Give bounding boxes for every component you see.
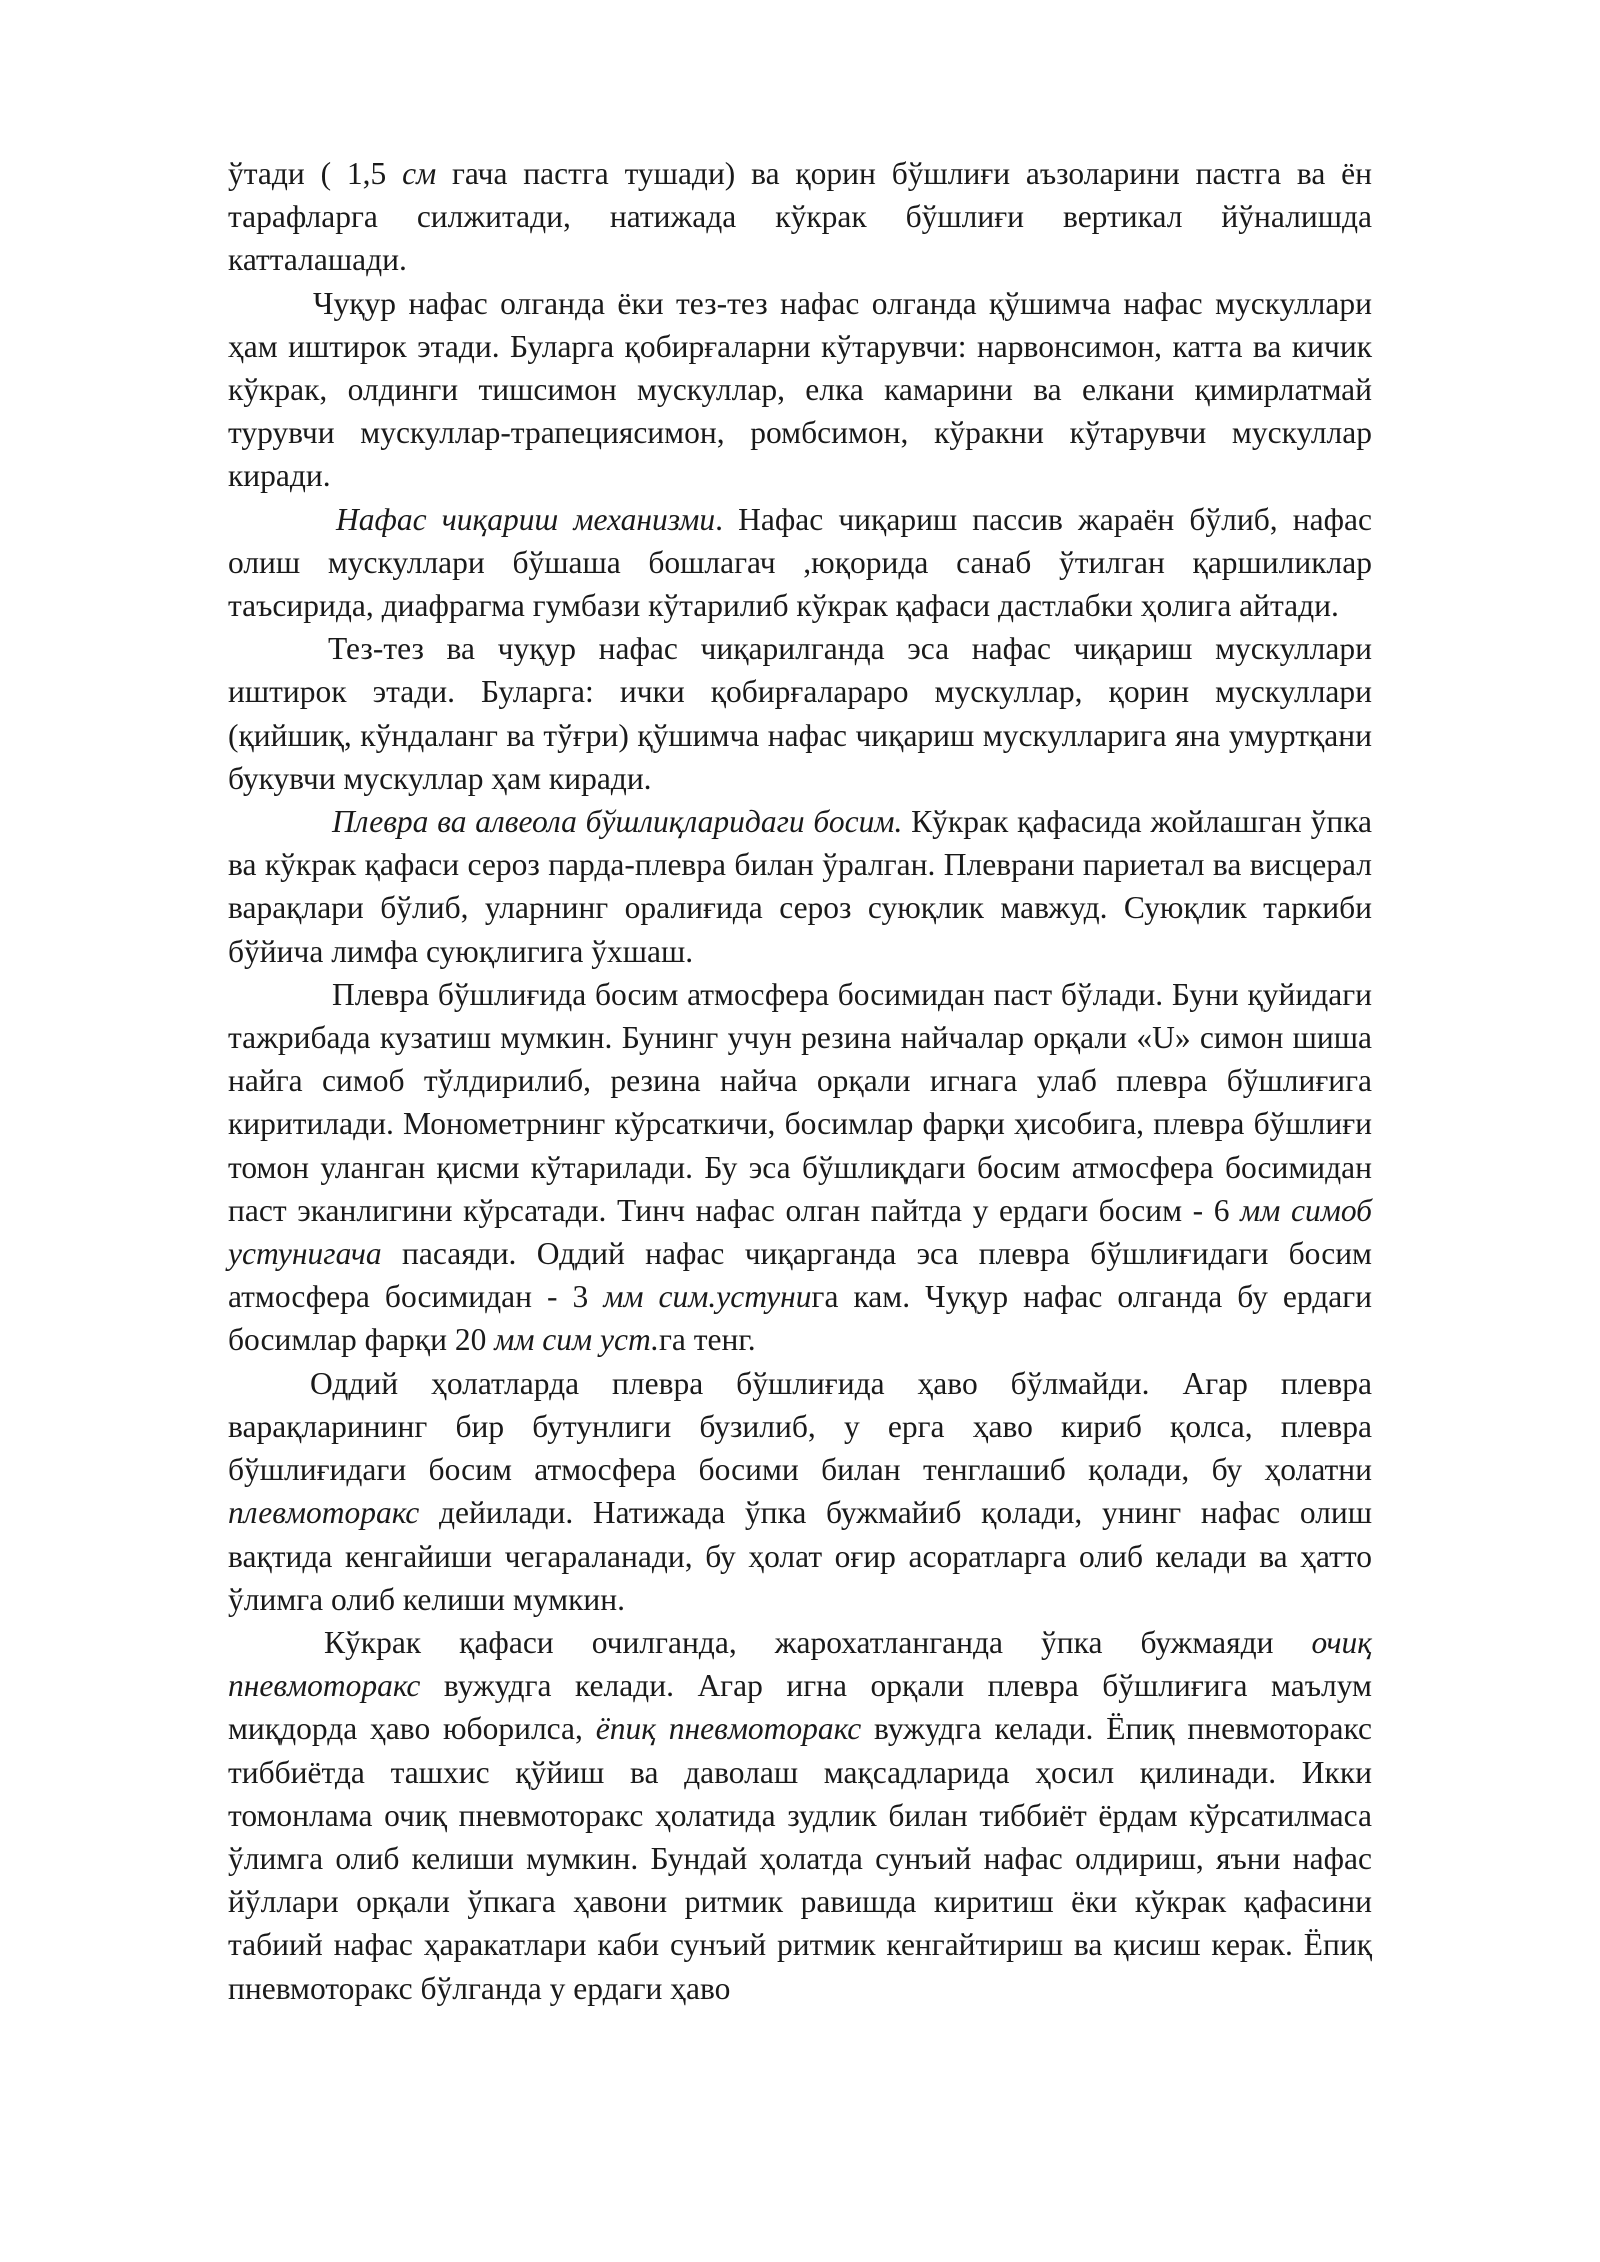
text-segment: . Нафас чиқариш пассив жараён бўлиб, нафас олиш мускуллари бўшаша бошлагач ,юқорида санаб ўтилган қаршиликлар таъсирида, диафрагма гумбази кўтарилиб кўкрак қафаси дастлабки ҳолига айтади. [228, 501, 1372, 624]
paragraph-accessory-inspiratory-muscles [228, 282, 1372, 498]
text-segment-italic: мм симоб устунигача [228, 1192, 1373, 1272]
text-segment: пасаяди. Оддий нафас чиқарганда эса плевра бўшлиғидаги босим атмосфера босимидан - 3 [228, 1236, 1372, 1315]
paragraph-diaphragm-descent [228, 152, 1372, 282]
text-segment-italic: мм сим уст. [494, 1322, 659, 1358]
section-heading-italic: Плевра ва алвеола бўшлиқларидаги босим. [332, 804, 903, 840]
paragraph-pleural-experiment [228, 973, 1372, 1362]
text-segment: га тенг. [658, 1322, 756, 1358]
text-segment: га кам. Чуқур нафас олганда бу ердаги босимлар фарқи 20 [228, 1279, 1372, 1358]
text-segment: Тез-тез ва чуқур нафас чиқарилганда эса нафас чиқариш мускуллари иштирок этади. Буларга: ички қобирғалараро мускуллар, қорин мускуллари (қийшиқ, кўндаланг ва тўғри) қўшимча нафас чиқариш мускулларига яна умуртқани букувчи мускуллар ҳам киради. [228, 631, 1372, 796]
text-segment-italic: плевмоторакс [228, 1495, 420, 1531]
text-segment: Кўкрак қафасида жойлашган ўпка ва кўкрак қафаси сероз парда-плевра билан ўралган. Плеврани париетал ва висцерал варақлари бўлиб, уларнинг оралиғида сероз суюқлик мавжуд. Суюқлик таркиби бўйича лимфа суюқлигига ўхшаш. [228, 804, 1372, 969]
paragraph-expiration-mechanism [228, 498, 1372, 628]
text-segment: вужудга келади. Ёпиқ пневмоторакс тиббиётда ташхис қўйиш ва даволаш мақсадларида ҳосил қилинади. Икки томонлама очиқ пневмоторакс ҳолатида зудлик билан тиббиёт ёрдам кўрсатилмаса ўлимга олиб келиши мумкин. Бундай ҳолатда сунъий нафас олдириш, яъни нафас йўллари орқали ўпкага ҳавони ритмик равишда киритиш ёки кўкрак қафасини табиий нафас ҳаракатлари каби сунъий ритмик кенгайтириш ва қисиш керак. Ёпиқ пневмоторакс бўлганда у ердаги ҳаво [228, 1711, 1372, 2006]
text-segment-italic: см [402, 156, 437, 191]
paragraph-open-closed-pneumothorax [228, 1621, 1372, 2010]
section-heading-italic: Нафас чиқариш механизми [336, 501, 716, 537]
paragraph-forced-expiration [228, 627, 1372, 800]
text-segment-italic: очиқ пневмоторакс [228, 1624, 1372, 1704]
paragraph-pleural-pressure [228, 800, 1372, 973]
text-segment: гача пастга тушади) ва қорин бўшлиғи аъзоларини пастга ва ён тарафларга силжитади, натижада кўкрак бўшлиғи вертикал йўналишда катталашади. [228, 156, 1373, 278]
text-segment: Оддий ҳолатларда плевра бўшлиғида ҳаво бўлмайди. Агар плевра варақларининг бир бутунлиги бузилиб, у ерга ҳаво кириб қолса, плевра бўшлиғидаги босим атмосфера босими билан тенглашиб қолади, бу ҳолатни [228, 1365, 1372, 1488]
text-segment: ўтади ( 1,5 [228, 156, 403, 191]
text-segment: вужудга келади. Агар игна орқали плевра бўшлиғига маълум миқдорда ҳаво юборилса, [228, 1668, 1372, 1747]
text-segment: Плевра бўшлиғида босим атмосфера босимидан паст бўлади. Буни қуйидаги тажрибада кузатиш мумкин. Бунинг учун резина найчалар орқали «U» симон шиша найга симоб тўлдирилиб, резина найча орқали игнага улаб плевра бўшлиғига киритилади. Монометрнинг кўрсаткичи, босимлар фарқи ҳисобига, плевра бўшлиғи томон уланган қисми кўтарилади. Бу эса бўшлиқдаги босим атмосфера босимидан паст эканлигини кўрсатади. Тинч нафас олган пайтда у ердаги босим - 6 [228, 976, 1372, 1228]
text-segment-italic: ёпиқ пневмоторакс [595, 1711, 862, 1747]
text-segment: дейилади. Натижада ўпка бужмайиб қолади, унинг нафас олиш вақтида кенгайиши чегараланади, бу ҳолат оғир асоратларга олиб келади ва ҳатто ўлимга олиб келиши мумкин. [228, 1495, 1372, 1617]
text-segment-italic: мм сим.устуни [603, 1279, 812, 1315]
text-segment: Кўкрак қафаси очилганда, жарохатланганда ўпка бужмаяди [324, 1624, 1312, 1660]
text-segment: Чуқур нафас олганда ёки тез-тез нафас олганда қўшимча нафас мускуллари ҳам иштирок этади. Буларга қобирғаларни кўтарувчи: нарвонсимон, катта ва кичик кўкрак, олдинги тишсимон мускуллар, елка камарини ва елкани қимирлатмай турувчи мускуллар-трапециясимон, ромбсимон, кўракни кўтарувчи мускуллар киради. [228, 285, 1372, 494]
document-page [228, 152, 1372, 2010]
paragraph-pneumothorax-definition [228, 1362, 1372, 1621]
